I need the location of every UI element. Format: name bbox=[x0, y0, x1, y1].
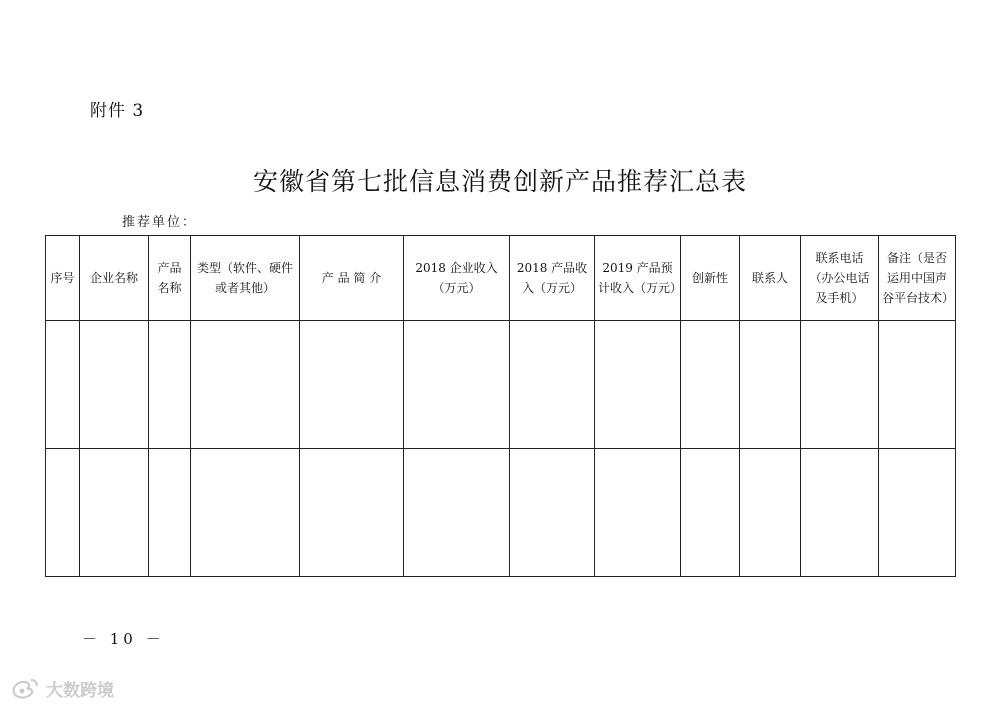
column-header-company-name: 企业名称 bbox=[80, 236, 149, 321]
watermark-text: 大数跨境 bbox=[46, 681, 114, 701]
page-title: 安徽省第七批信息消费创新产品推荐汇总表 bbox=[252, 167, 747, 196]
table-header-row bbox=[46, 236, 956, 321]
weibo-logo-icon bbox=[10, 677, 40, 701]
table-cell bbox=[149, 449, 191, 577]
table-cell bbox=[404, 449, 510, 577]
column-header-type: 类型（软件、硬件或者其他） bbox=[191, 236, 300, 321]
column-header-2018-product-revenue: 2018 产品收入（万元） bbox=[510, 236, 595, 321]
table-cell bbox=[801, 449, 879, 577]
column-header-contact-person: 联系人 bbox=[740, 236, 801, 321]
column-header-2019-expected-revenue: 2019 产品预计收入（万元） bbox=[595, 236, 681, 321]
table-row bbox=[46, 321, 956, 449]
table-cell bbox=[191, 449, 300, 577]
watermark bbox=[10, 676, 114, 701]
table-cell bbox=[80, 321, 149, 449]
table-cell bbox=[404, 321, 510, 449]
table-cell bbox=[879, 321, 956, 449]
column-header-remarks: 备注（是否运用中国声谷平台技术） bbox=[879, 236, 956, 321]
table-cell bbox=[510, 449, 595, 577]
table-cell bbox=[510, 321, 595, 449]
table-cell bbox=[191, 321, 300, 449]
attachment-label: 附件 3 bbox=[90, 101, 145, 121]
table-cell bbox=[879, 449, 956, 577]
column-header-2018-company-revenue: 2018 企业收入（万元） bbox=[404, 236, 510, 321]
table-cell bbox=[801, 321, 879, 449]
column-header-product-name: 产品名称 bbox=[149, 236, 191, 321]
column-header-index: 序号 bbox=[46, 236, 80, 321]
column-header-innovation: 创新性 bbox=[681, 236, 740, 321]
recommending-unit-label: 推荐单位： bbox=[122, 215, 198, 230]
table-row bbox=[46, 449, 956, 577]
table-cell bbox=[46, 321, 80, 449]
table-cell bbox=[149, 321, 191, 449]
table-cell bbox=[740, 449, 801, 577]
table-cell bbox=[46, 449, 80, 577]
table-cell bbox=[595, 321, 681, 449]
table-cell bbox=[681, 321, 740, 449]
page-number: － 10 － bbox=[82, 630, 165, 648]
table-cell bbox=[681, 449, 740, 577]
column-header-contact-phone: 联系电话（办公电话及手机） bbox=[801, 236, 879, 321]
summary-table bbox=[45, 235, 956, 577]
table-cell bbox=[80, 449, 149, 577]
table-cell bbox=[300, 321, 404, 449]
table-cell bbox=[740, 321, 801, 449]
table-cell bbox=[595, 449, 681, 577]
column-header-product-intro: 产 品 简 介 bbox=[300, 236, 404, 321]
table-cell bbox=[300, 449, 404, 577]
